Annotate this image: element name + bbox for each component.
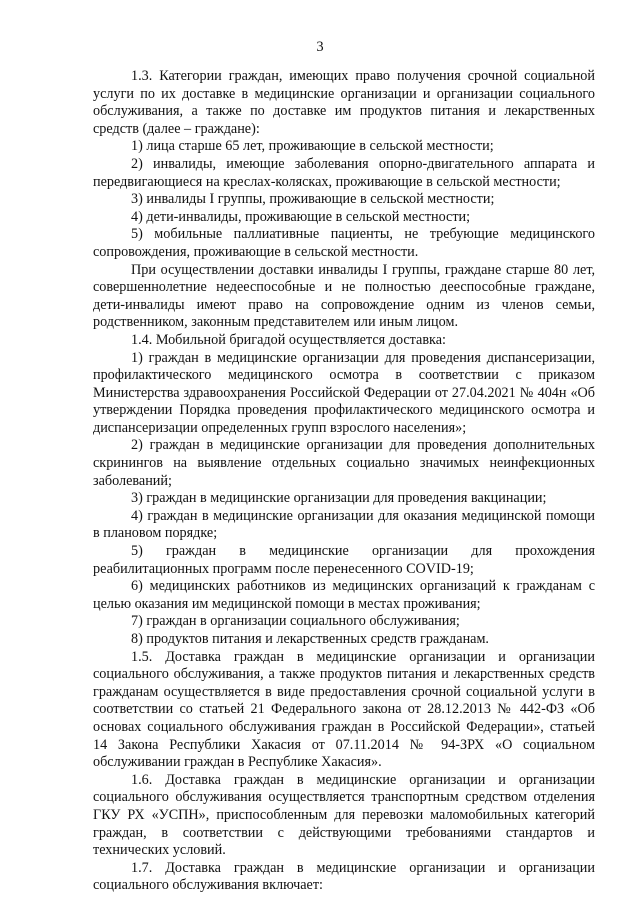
paragraph-1-5: 1.5. Доставка граждан в медицинские организации и организации социального обслуживания, а также продуктов питания и лекарственных средств гражданам осуществляется в виде предоставления срочной социальной услуги в соответствии со статьей 21 Федерального закона от 28.12.2013 № 442-ФЗ «Об основах социального обслуживания граждан в Российской Федерации», статьей 14 Закона Республики Хакасия от 07.11.2014 № 94-ЗРХ «О социальном обслуживании граждан в Республике Хакасия».	[93, 648, 595, 771]
list-item-1-4-6: 6) медицинских работников из медицинских организаций к гражданам с целью оказания им медицинской помощи в местах проживания;	[93, 578, 595, 612]
body-text	[93, 68, 595, 895]
list-item-1-4-8: 8) продуктов питания и лекарственных средств гражданам.	[131, 631, 489, 647]
list-item-1-4-1: 1) граждан в медицинские организации для проведения диспансеризации, профилактического медицинского осмотра в соответствии с приказом Министерства здравоохранения Российской Федерации от 27.04.2021 № 404н «Об утверждении Порядка проведения профилактического медицинского осмотра и диспансеризации определенных групп взрослого населения»;	[93, 349, 595, 436]
list-item-1-4-5: 5) граждан в медицинские организации для прохождения реабилитационных программ после перенесенного COVID-19;	[93, 543, 595, 577]
paragraph-1-3: 1.3. Категории граждан, имеющих право получения срочной социальной услуги по их доставке в медицинские организации и организации социального обслуживания, а также по доставке им продуктов питания и лекарственных средств (далее – граждане):	[93, 68, 595, 137]
list-item-1-3-5: 5) мобильные паллиативные пациенты, не требующие медицинского сопровождения, проживающие в сельской местности.	[93, 226, 595, 260]
list-item-1-4-3: 3) граждан в медицинские организации для проведения вакцинации;	[131, 490, 547, 507]
list-item-1-4-2: 2) граждан в медицинские организации для проведения дополнительных скринингов на выявление отдельных социально значимых неинфекционных заболеваний;	[93, 437, 595, 489]
page-number: 3	[316, 39, 324, 55]
paragraph-1-4: 1.4. Мобильной бригадой осуществляется доставка:	[131, 331, 446, 348]
list-item-1-4-7: 7) граждан в организации социального обслуживания;	[131, 613, 460, 630]
list-item-1-3-1: 1) лица старше 65 лет, проживающие в сельской местности;	[131, 138, 494, 155]
list-item-1-4-4: 4) граждан в медицинские организации для оказания медицинской помощи в плановом порядке;	[93, 507, 595, 542]
list-item-1-3-2: 2) инвалиды, имеющие заболевания опорно-двигательного аппарата и передвигающиеся на креслах-колясках, проживающие в сельской местности;	[93, 155, 595, 190]
paragraph-escort-right: При осуществлении доставки инвалиды I группы, граждане старше 80 лет, совершеннолетние недееспособные и не полностью дееспособные граждане, дети-инвалиды имеют право на сопровождение одним из членов семьи, родственником, законным представителем или иным лицом.	[93, 261, 595, 331]
list-item-1-3-3: 3) инвалиды I группы, проживающие в сельской местности;	[131, 191, 495, 208]
list-item-1-3-4: 4) дети-инвалиды, проживающие в сельской местности;	[131, 208, 471, 225]
paragraph-1-7: 1.7. Доставка граждан в медицинские организации и организации социального обслуживания включает:	[93, 859, 595, 894]
paragraph-1-6: 1.6. Доставка граждан в медицинские организации и организации социального обслуживания осуществляется транспортным средством отделения ГКУ РХ «УСПН», приспособленным для перевозки маломобильных категорий граждан, в соответствии с действующими требованиями стандартов и технических условий.	[93, 771, 595, 859]
